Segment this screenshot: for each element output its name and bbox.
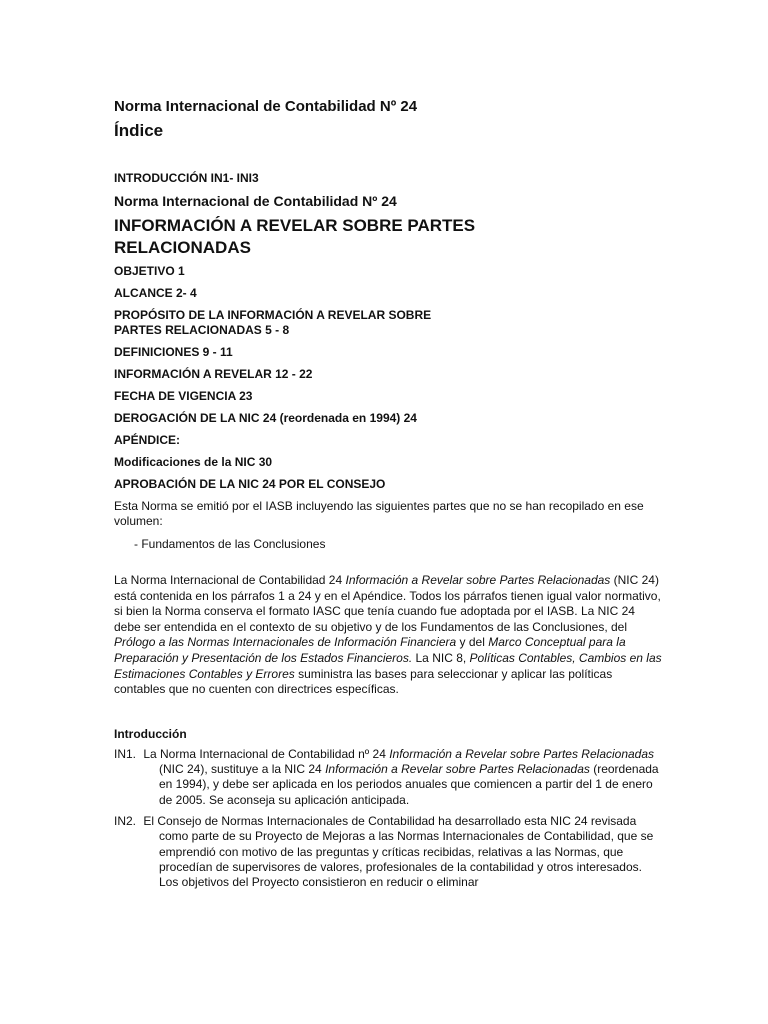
- para-text: y del: [456, 635, 489, 650]
- in1-italic: Información a Revelar sobre Partes Relacionadas: [325, 762, 590, 777]
- toc-proposito: [114, 308, 664, 338]
- para-italic: Prólogo a las Normas Internacionales de Información Financiera: [114, 635, 457, 650]
- toc-definiciones: DEFINICIONES 9 - 11: [114, 345, 233, 359]
- scope-paragraph: [114, 573, 664, 698]
- introduction-heading: Introducción: [114, 726, 187, 741]
- intro-reference: INTRODUCCIÓN IN1- INI3: [114, 171, 259, 185]
- index-heading: Índice: [114, 121, 164, 140]
- in1-italic: Información a Revelar sobre Partes Relacionadas: [389, 746, 655, 761]
- paragraph-in2: [114, 814, 664, 890]
- issued-item: - Fundamentos de las Conclusiones: [134, 537, 326, 551]
- issued-note: Esta Norma se emitió por el IASB incluyendo las siguientes partes que no se han recopilado en ese volumen:: [114, 499, 644, 528]
- para-text: suministra las bases para seleccionar y aplicar las políticas contables que no cuenten con directrices específicas.: [114, 666, 613, 697]
- toc-informacion: INFORMACIÓN A REVELAR 12 - 22: [114, 367, 313, 381]
- in1-text: (NIC 24), sustituye a la NIC 24: [159, 762, 326, 777]
- document-page: [114, 98, 664, 896]
- toc-fecha: FECHA DE VIGENCIA 23: [114, 389, 253, 403]
- para-text: La NIC 8,: [412, 650, 470, 665]
- para-italic: Marco Conceptual para la Preparación y Presentación de los Estados Financieros.: [114, 635, 626, 665]
- toc-aprobacion: APROBACIÓN DE LA NIC 24 POR EL CONSEJO: [114, 477, 386, 491]
- toc-objetivo: OBJETIVO 1: [114, 264, 185, 278]
- paragraph-in1: [114, 747, 664, 808]
- document-title: Norma Internacional de Contabilidad Nº 24: [114, 98, 418, 115]
- in2-label: IN2.: [114, 813, 137, 828]
- norm-title: Norma Internacional de Contabilidad Nº 24: [114, 193, 397, 209]
- main-heading-line1: INFORMACIÓN A REVELAR SOBRE PARTES: [114, 216, 476, 235]
- in1-text: La Norma Internacional de Contabilidad nº 24: [140, 746, 390, 761]
- toc-derogacion: DEROGACIÓN DE LA NIC 24 (reordenada en 1994) 24: [114, 411, 417, 425]
- toc-alcance: ALCANCE 2- 4: [114, 286, 197, 300]
- toc-proposito-line2: PARTES RELACIONADAS 5 - 8: [114, 323, 290, 337]
- para-text: (NIC 24) está contenida en los párrafos 1 a 24 y en el Apéndice. Todos los párrafos tienen igual valor normativo, si bien la Norma conserva el formato IASC que tenía cuando fue adoptada por el IASB. La NIC 24 debe ser entendida en el contexto de su objetivo y de los Fundamentos de las Conclusiones, del: [114, 573, 661, 634]
- para-italic: Políticas Contables, Cambios en las Estimaciones Contables y Errores: [114, 650, 662, 681]
- toc-apendice: APÉNDICE:: [114, 433, 181, 447]
- toc-proposito-line1: PROPÓSITO DE LA INFORMACIÓN A REVELAR SOBRE: [114, 308, 432, 322]
- in2-text: El Consejo de Normas Internacionales de Contabilidad ha desarrollado esta NIC 24 revisada como parte de su Proyecto de Mejoras a las Normas Internacionales de Contabilidad, que se emprendió con motivo de las preguntas y críticas recibidas, relativas a las Normas, que procedían de supervisores de valores, profesionales de la contabilidad y otros interesados. Los objetivos del Proyecto consistieron en reducir o eliminar: [140, 813, 654, 890]
- main-heading-line2: RELACIONADAS: [114, 238, 251, 257]
- toc-modificaciones: Modificaciones de la NIC 30: [114, 455, 273, 469]
- main-heading: [114, 215, 664, 259]
- in1-text: (reordenada en 1994), y debe ser aplicada en los periodos anuales que comiencen a partir del 1 de enero de 2005. Se aconseja su aplicación anticipada.: [159, 762, 659, 807]
- para-italic: Información a Revelar sobre Partes Relacionadas: [345, 573, 611, 587]
- para-text: La Norma Internacional de Contabilidad 24: [114, 573, 346, 587]
- in1-label: IN1.: [114, 746, 137, 761]
